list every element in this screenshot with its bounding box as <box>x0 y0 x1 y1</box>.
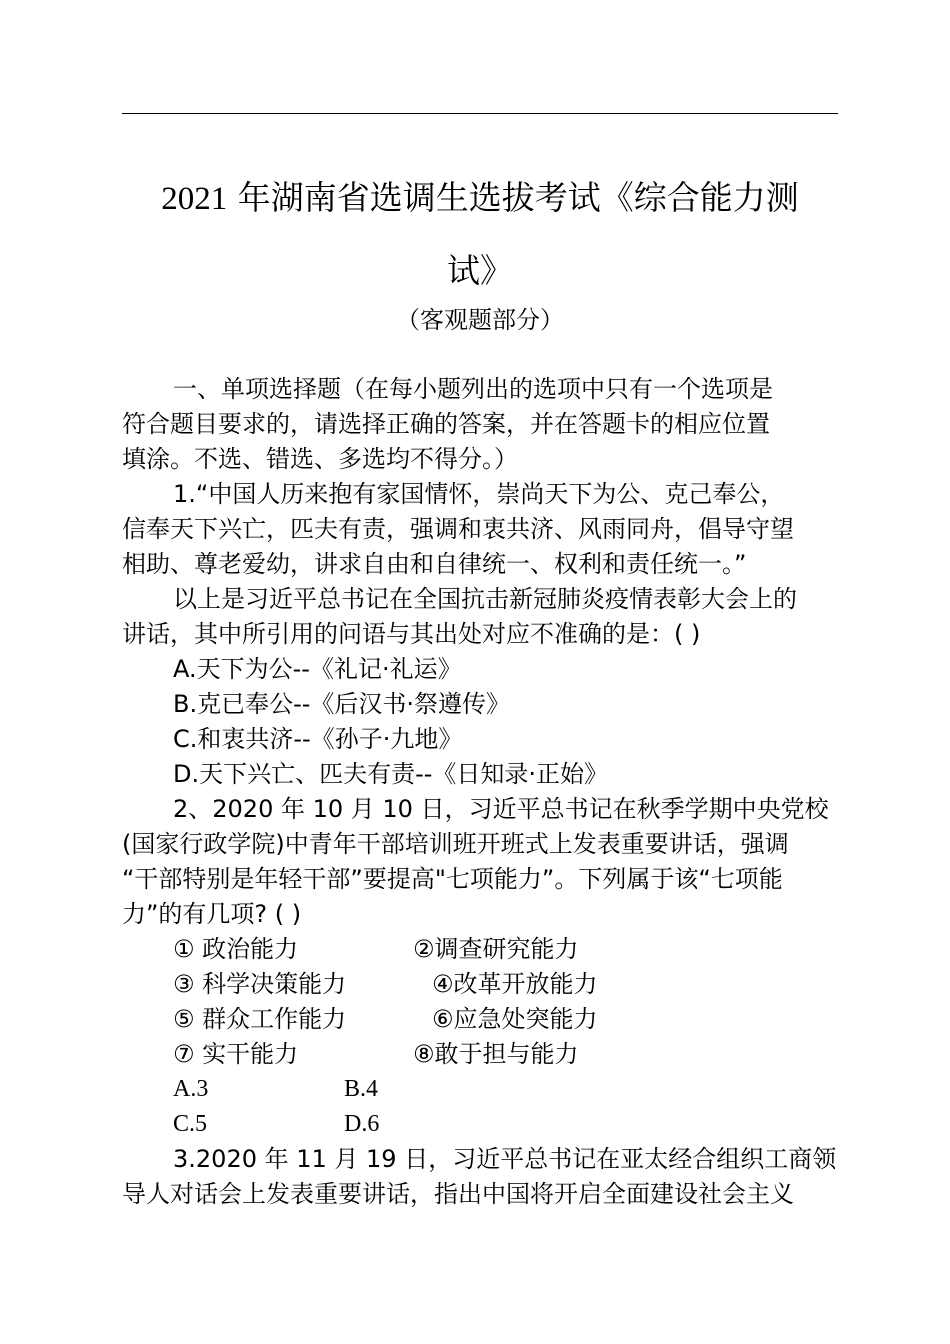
question-2-item: ③ 科学决策能力 <box>173 970 347 998</box>
question-2-option-d: D.6 <box>344 1111 380 1137</box>
section-instruction-line: 一、单项选择题（在每小题列出的选项中只有一个选项是 <box>173 375 773 403</box>
question-1-option-c: C.和衷共济--《孙子·九地》 <box>173 725 463 753</box>
question-1-line: 相助、尊老爱幼，讲求自由和自律统一、权利和责任统一。” <box>122 550 747 578</box>
document-title <box>122 178 838 219</box>
question-2-option-c: C.5 <box>173 1111 208 1137</box>
question-2-item: ②调查研究能力 <box>413 935 579 963</box>
question-1-line: 信奉天下兴亡，匹夫有责，强调和衷共济、风雨同舟，倡导守望 <box>122 515 794 543</box>
question-2-item: ⑦ 实干能力 <box>173 1040 299 1068</box>
document-subtitle: （客观题部分） <box>396 306 564 334</box>
question-2-item: ④改革开放能力 <box>432 970 598 998</box>
question-3-line: 导人对话会上发表重要讲话，指出中国将开启全面建设社会主义 <box>122 1180 794 1208</box>
question-2-option-a: A.3 <box>173 1076 209 1102</box>
question-2-line: 2、2020 年 10 月 10 日，习近平总书记在秋季学期中央党校 <box>173 795 829 823</box>
header-rule <box>122 113 838 114</box>
question-3-line: 3.2020 年 11 月 19 日，习近平总书记在亚太经合组织工商领 <box>173 1145 837 1173</box>
section-instruction-line: 填涂。不选、错选、多选均不得分。） <box>122 445 518 473</box>
question-2-item: ⑧敢于担与能力 <box>413 1040 579 1068</box>
question-2-line: 力”的有几项? ( ) <box>122 900 302 928</box>
question-1-stem: 以上是习近平总书记在全国抗击新冠肺炎疫情表彰大会上的 <box>173 585 797 613</box>
question-1-option-b: B.克已奉公--《后汉书·祭遵传》 <box>173 690 511 718</box>
title-year: 2021 <box>161 181 228 217</box>
question-1-option-a: A.天下为公--《礼记·礼运》 <box>173 655 462 683</box>
question-2-item: ① 政治能力 <box>173 935 299 963</box>
question-2-item: ⑤ 群众工作能力 <box>173 1005 347 1033</box>
document-title-continued: 试》 <box>447 251 513 290</box>
question-2-item: ⑥应急处突能力 <box>432 1005 598 1033</box>
question-2-line: “干部特别是年轻干部”要提高"七项能力”。下列属于该“七项能 <box>122 865 783 893</box>
question-2-line: (国家行政学院)中青年干部培训班开班式上发表重要讲话，强调 <box>122 830 789 858</box>
question-2-option-b: B.4 <box>344 1076 379 1102</box>
section-instruction-line: 符合题目要求的，请选择正确的答案，并在答题卡的相应位置 <box>122 410 770 438</box>
title-text: 年湖南省选调生选拔考试《综合能力测 <box>227 178 799 217</box>
question-1-stem: 讲话，其中所引用的问语与其出处对应不准确的是：( ) <box>122 620 701 648</box>
question-1-line: 1.“中国人历来抱有家国情怀，崇尚天下为公、克己奉公， <box>173 480 785 508</box>
question-1-option-d: D.天下兴亡、匹夫有责--《日知录·正始》 <box>173 760 609 788</box>
